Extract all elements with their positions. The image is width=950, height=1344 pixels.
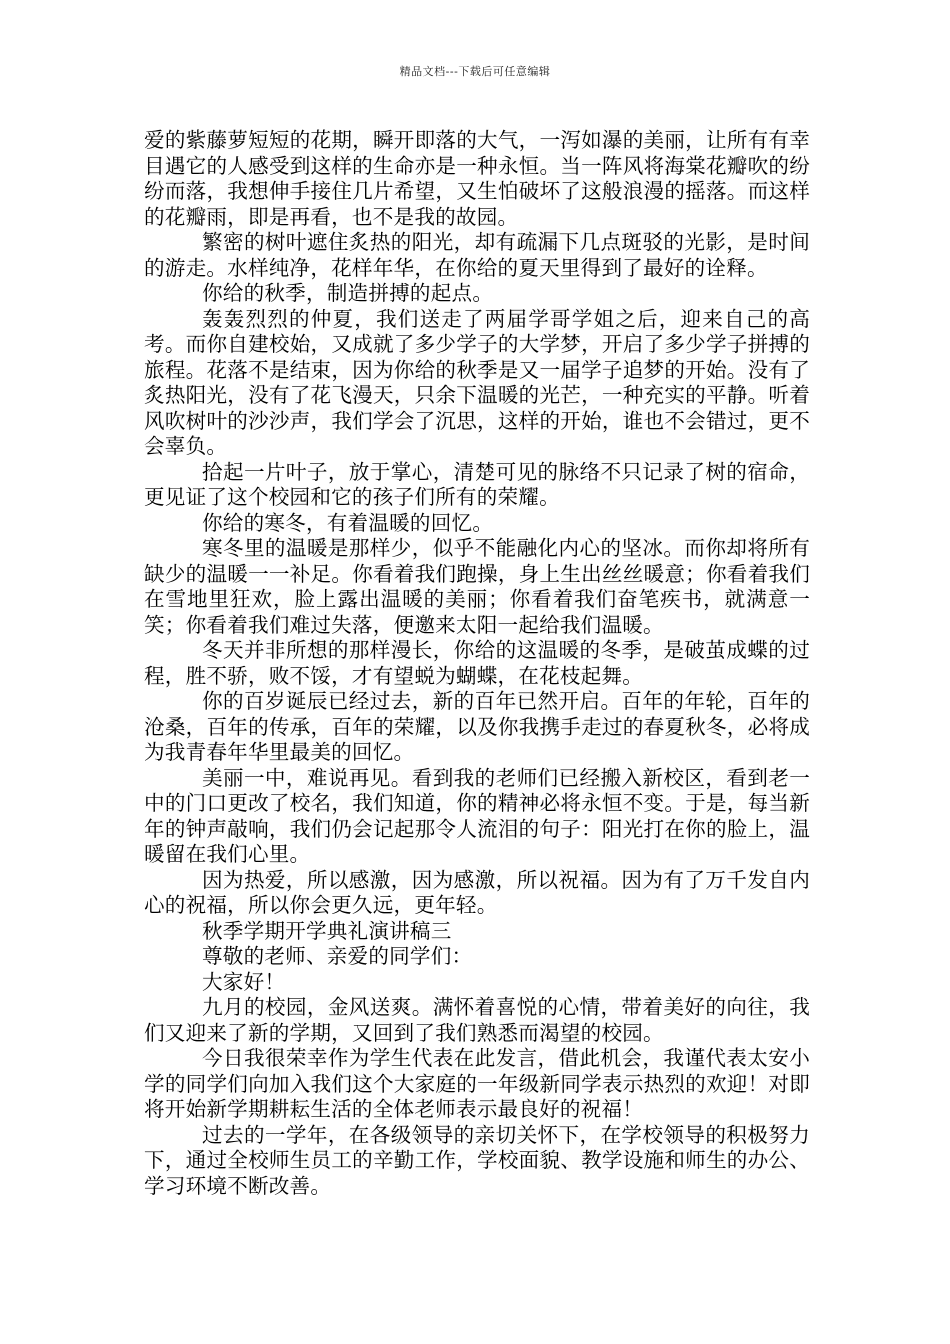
paragraph: 拾起一片叶子，放于掌心，清楚可见的脉络不只记录了树的宿命，更见证了这个校园和它的孩子们所有的荣耀。 <box>144 459 810 509</box>
paragraph: 你的百岁诞辰已经过去，新的百年已然开启。百年的年轮，百年的沧桑，百年的传承，百年的荣耀，以及你我携手走过的春夏秋冬，必将成为我青春年华里最美的回忆。 <box>144 689 810 764</box>
paragraph: 繁密的树叶遮住炙热的阳光，却有疏漏下几点斑驳的光影，是时间的游走。水样纯净，花样年华，在你给的夏天里得到了最好的诠释。 <box>144 230 810 280</box>
section-title: 秋季学期开学典礼演讲稿三 <box>202 918 452 943</box>
greeting: 大家好！ <box>202 969 286 994</box>
paragraph: 九月的校园，金风送爽。满怀着喜悦的心情，带着美好的向往，我们又迎来了新的学期，又回到了我们熟悉而渴望的校园。 <box>144 995 810 1045</box>
paragraph: 过去的一学年，在各级领导的亲切关怀下，在学校领导的积极努力下，通过全校师生员工的辛勤工作，学校面貌、教学设施和师生的办公、学习环境不断改善。 <box>144 1122 810 1198</box>
document-body <box>144 128 810 1199</box>
paragraph: 你给的寒冬，有着温暖的回忆。 <box>202 510 494 535</box>
paragraph: 今日我很荣幸作为学生代表在此发言，借此机会，我谨代表太安小学的同学们向加入我们这个大家庭的一年级新同学表示热烈的欢迎！对即将开始新学期耕耘生活的全体老师表示最良好的祝福！ <box>144 1046 810 1121</box>
paragraph: 你给的秋季，制造拼搏的起点。 <box>202 281 494 305</box>
paragraph: 轰轰烈烈的仲夏，我们送走了两届学哥学姐之后，迎来自己的高考。而你自建校始，又成就了多少学子的大学梦，开启了多少学子拼搏的旅程。花落不是结束，因为你给的秋季是又一届学子追梦的开始。没有了炙热阳光，没有了花飞漫天，只余下温暖的光芒，一种充实的平静。听着风吹树叶的沙沙声，我们学会了沉思，这样的开始，谁也不会错过，更不会辜负。 <box>144 306 810 458</box>
paragraph: 因为热爱，所以感激，因为感激，所以祝福。因为有了万千发自内心的祝福，所以你会更久远，更年轻。 <box>144 867 810 917</box>
page-header: 精品文档---下载后可任意编辑 <box>399 65 551 78</box>
paragraph: 寒冬里的温暖是那样少，似乎不能融化内心的坚冰。而你却将所有缺少的温暖一一补足。你看着我们跑操，身上生出丝丝暖意；你看着我们在雪地里狂欢，脸上露出温暖的美丽；你看着我们奋笔疾书，就满意一笑；你看着我们难过失落，便邀来太阳一起给我们温暖。 <box>144 536 810 637</box>
paragraph: 冬天并非所想的那样漫长，你给的这温暖的冬季，是破茧成蝶的过程，胜不骄，败不馁，才有望蜕为蝴蝶，在花枝起舞。 <box>144 638 810 688</box>
paragraph: 爱的紫藤萝短短的花期，瞬开即落的大气，一泻如瀑的美丽，让所有有幸目遇它的人感受到这样的生命亦是一种永恒。当一阵风将海棠花瓣吹的纷纷而落，我想伸手接住几片希望，又生怕破坏了这般浪漫的摇落。而这样的花瓣雨，即是再看，也不是我的故园。 <box>144 128 810 229</box>
paragraph: 美丽一中，难说再见。看到我的老师们已经搬入新校区，看到老一中的门口更改了校名，我们知道，你的精神必将永恒不变。于是，每当新年的钟声敲响，我们仍会记起那令人流泪的句子：阳光打在你的脸上，温暖留在我们心里。 <box>144 765 810 866</box>
salutation: 尊敬的老师、亲爱的同学们： <box>202 944 473 968</box>
